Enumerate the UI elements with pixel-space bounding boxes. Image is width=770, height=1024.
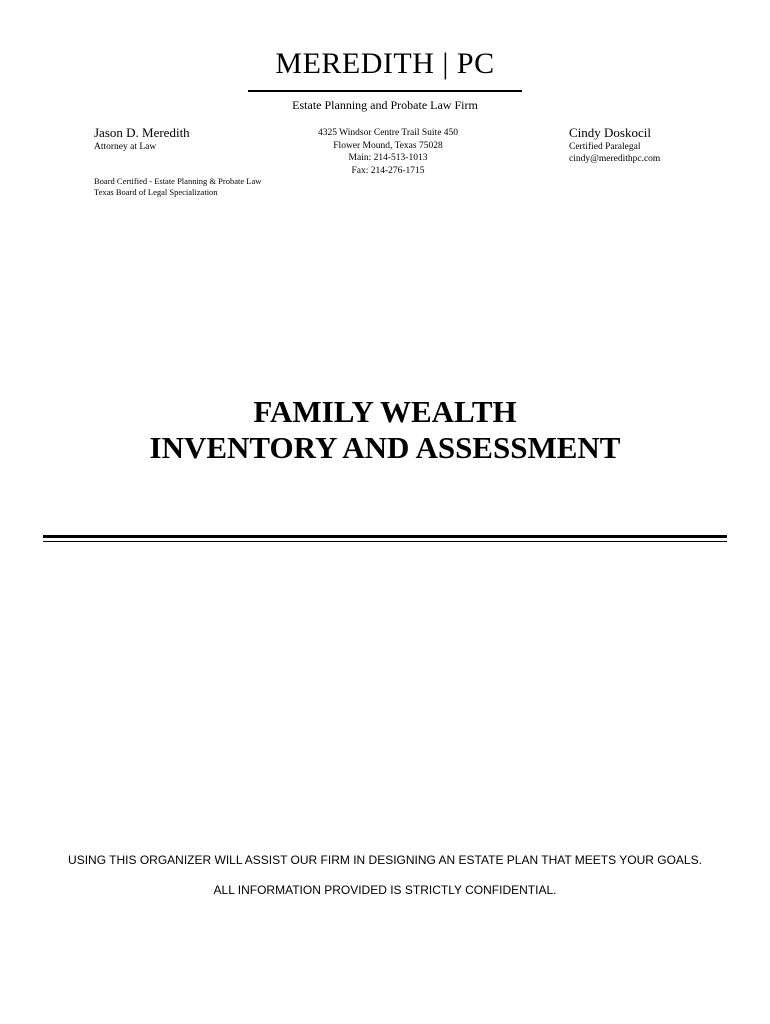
firm-name: MEREDITH | PC bbox=[275, 47, 495, 80]
firm-address bbox=[290, 127, 486, 177]
organizer-purpose-notice: USING THIS ORGANIZER WILL ASSIST OUR FIRM IN DESIGNING AN ESTATE PLAN THAT MEETS YOUR GOALS. bbox=[68, 853, 702, 867]
attorney-block bbox=[94, 125, 314, 153]
certification-board: Texas Board of Legal Specialization bbox=[94, 187, 218, 197]
title-line-2: INVENTORY AND ASSESSMENT bbox=[149, 430, 621, 465]
title-line-1: FAMILY WEALTH bbox=[253, 394, 517, 429]
city-state-zip: Flower Mound, Texas 75028 bbox=[333, 140, 443, 151]
paralegal-block bbox=[569, 125, 749, 165]
attorney-name: Jason D. Meredith bbox=[94, 125, 190, 140]
paralegal-name: Cindy Doskocil bbox=[569, 125, 651, 140]
street-address: 4325 Windsor Centre Trail Suite 450 bbox=[317, 128, 459, 138]
divider-thick bbox=[43, 535, 727, 538]
divider-thin bbox=[43, 541, 727, 542]
paralegal-email: cindy@meredithpc.com bbox=[569, 154, 661, 164]
certification-line: Board Certified - Estate Planning & Probate Law bbox=[94, 176, 262, 186]
attorney-certification bbox=[94, 176, 354, 198]
paralegal-title: Certified Paralegal bbox=[569, 142, 641, 152]
document-title bbox=[0, 394, 770, 466]
attorney-title: Attorney at Law bbox=[94, 142, 157, 152]
firm-tagline: Estate Planning and Probate Law Firm bbox=[292, 98, 478, 112]
firm-name-underline bbox=[248, 90, 522, 92]
confidentiality-statement: ALL INFORMATION PROVIDED IS STRICTLY CONFIDENTIAL. bbox=[213, 883, 557, 897]
fax-number: Fax: 214-276-1715 bbox=[351, 165, 425, 176]
main-phone: Main: 214-513-1013 bbox=[348, 153, 428, 163]
